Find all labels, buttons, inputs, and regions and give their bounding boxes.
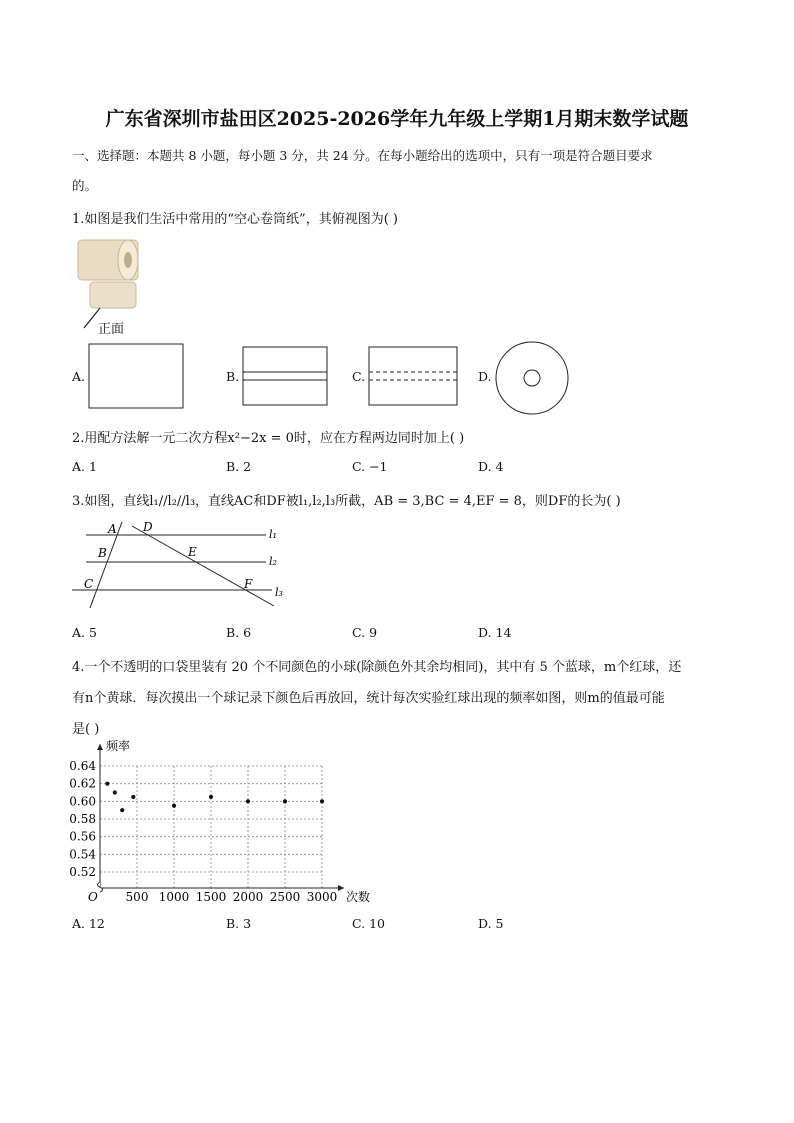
data-point [105, 782, 109, 786]
q2-option-c[interactable]: C. −1 [352, 459, 388, 474]
q4-option-b[interactable]: B. 3 [226, 916, 252, 931]
x-axis-arrow-icon [338, 885, 344, 891]
data-point [120, 808, 124, 812]
y-axis-label: 频率 [106, 739, 131, 753]
y-tick-label: 0.52 [69, 865, 96, 879]
x-tick-label: 2000 [232, 890, 264, 904]
q1-option-d[interactable]: D. [478, 369, 492, 384]
label-E: E [188, 545, 197, 559]
q2-option-a[interactable]: A. 1 [72, 459, 97, 474]
y-tick-label: 0.56 [69, 829, 96, 844]
y-tick-label: 0.64 [69, 759, 96, 773]
q3-option-c[interactable]: C. 9 [352, 625, 378, 640]
x-tick-label: 1000 [158, 890, 190, 904]
label-l1: l₁ [269, 528, 277, 541]
question-3-stem: 3.如图，直线l₁//l₂//l₃，直线AC和DF被l₁,l₂,l₃所截，AB = 3,BC = 4,EF = 8，则DF的长为( ) [72, 494, 621, 509]
question-4-stem-line1: 4.一个不透明的口袋里装有 20 个不同颜色的小球(除颜色外其余均相同)，其中有 5 个蓝球，m个红球，还 [72, 660, 682, 675]
front-label: 正面 [98, 322, 125, 337]
y-tick-label: 0.60 [69, 794, 96, 809]
q4-option-d[interactable]: D. 5 [478, 916, 504, 931]
chart-points [105, 782, 324, 813]
x-axis-label: 次数 [346, 890, 371, 904]
label-B: B [98, 546, 107, 560]
y-tick-label: 0.58 [69, 812, 96, 826]
axis-break-icon [98, 882, 103, 892]
label-A: A [108, 522, 117, 536]
label-l3: l₃ [275, 586, 283, 599]
data-point [172, 804, 176, 808]
x-tick-label: 500 [125, 890, 149, 904]
y-axis-arrow-icon [97, 744, 103, 750]
data-point [113, 790, 117, 794]
y-tick-label: 0.54 [69, 847, 96, 862]
label-D: D [143, 520, 153, 534]
q3-option-b[interactable]: B. 6 [226, 625, 252, 640]
question-1-stem: 1.如图是我们生活中常用的“空心卷筒纸”，其俯视图为( ) [72, 212, 398, 227]
q1-option-c-figure [368, 346, 460, 408]
x-tick-label: 1500 [195, 890, 227, 904]
data-point [131, 795, 135, 799]
y-tick-label: 0.62 [69, 776, 96, 791]
q4-option-c[interactable]: C. 10 [352, 916, 385, 931]
q4-option-a[interactable]: A. 12 [72, 916, 105, 931]
q1-option-a[interactable]: A. [72, 369, 86, 384]
section-header-line2: 的。 [72, 178, 98, 193]
data-point [209, 795, 213, 799]
data-point [246, 799, 250, 803]
q3-option-a[interactable]: A. 5 [72, 625, 97, 640]
q1-option-c[interactable]: C. [352, 369, 366, 384]
chart-grid [100, 766, 322, 888]
x-tick-label: 3000 [306, 890, 338, 904]
q2-option-b[interactable]: B. 2 [226, 459, 252, 474]
question-2-stem: 2.用配方法解一元二次方程x²−2x = 0时，应在方程两边同时加上( ) [72, 431, 465, 446]
q2-option-d[interactable]: D. 4 [478, 459, 504, 474]
q1-option-d-figure [494, 340, 570, 416]
data-point [320, 799, 324, 803]
q3-option-d[interactable]: D. 14 [478, 625, 512, 640]
page-title: 广东省深圳市盐田区2025-2026学年九年级上学期1月期末数学试题 [105, 108, 689, 130]
data-point [283, 799, 287, 803]
chart-ticks [69, 759, 337, 904]
q1-option-a-figure [88, 343, 186, 411]
label-l2: l₂ [269, 555, 277, 568]
section-header-line1: 一、选择题：本题共 8 小题，每小题 3 分，共 24 分。在每小题给出的选项中，只有一项是符合题目要求 [72, 148, 653, 163]
question-4-stem-line3: 是( ) [72, 722, 100, 737]
frequency-chart [68, 738, 378, 910]
q3-parallel-lines-figure [66, 516, 296, 612]
q1-option-b-figure [242, 346, 330, 408]
label-C: C [84, 577, 94, 591]
q1-option-b[interactable]: B. [226, 369, 240, 384]
question-4-stem-line2: 有n个黄球．每次摸出一个球记录下颜色后再放回，统计每次实验红球出现的频率如图，则m的值最可能 [72, 691, 665, 706]
x-tick-label: 2500 [269, 890, 301, 904]
origin-label: O [88, 890, 98, 904]
label-F: F [244, 577, 253, 591]
